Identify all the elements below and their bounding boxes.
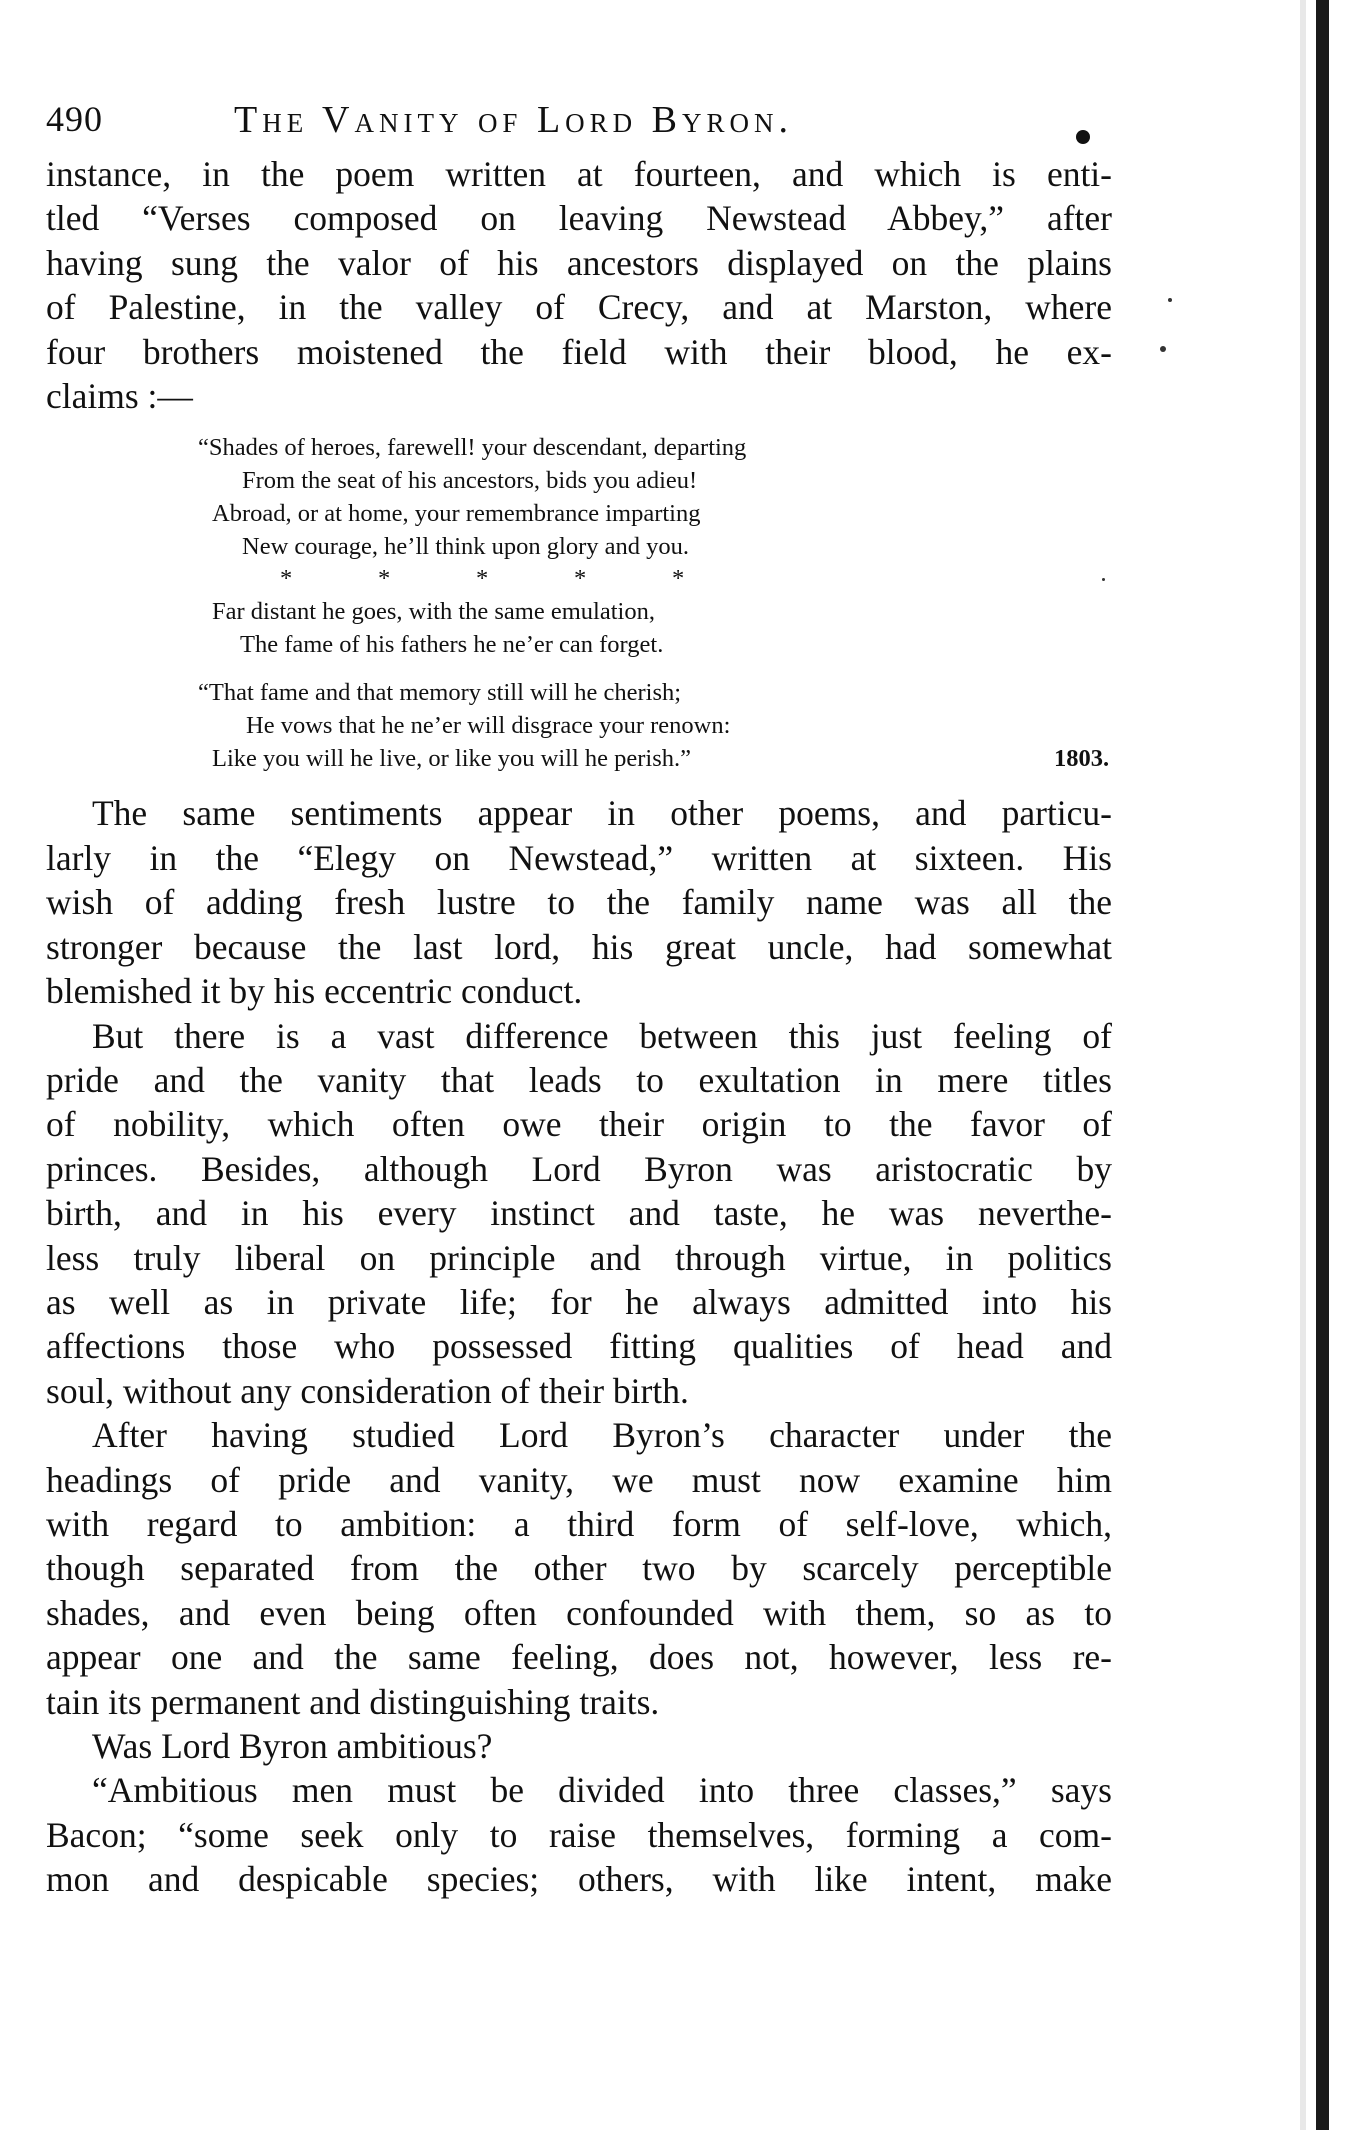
verse-quotation: [46, 432, 1112, 775]
text-line: four brothers moistened the field with their blood, he ex-: [46, 331, 1112, 372]
verse-line: From the seat of his ancestors, bids you adieu!: [242, 467, 698, 495]
text-after-verse: [46, 791, 1112, 1901]
text-line: claims :—: [46, 376, 193, 417]
verse-line: He vows that he ne’er will disgrace your renown:: [246, 712, 731, 740]
text-line: though separated from the other two by scarcely perceptible: [46, 1548, 1112, 1589]
text-line: stronger because the last lord, his great uncle, had somewhat: [46, 926, 1112, 967]
running-title: The Vanity of Lord Byron.: [234, 99, 794, 141]
page-number: 490: [46, 99, 103, 139]
text-line: headings of pride and vanity, we must now examine him: [46, 1459, 1112, 1500]
star-mark: *: [378, 565, 391, 593]
margin-speck: [1160, 346, 1166, 352]
book-spine-edge: [1316, 0, 1329, 2130]
verse-year: 1803.: [1054, 744, 1110, 772]
text-line: tled “Verses composed on leaving Newstead Abbey,” after: [46, 198, 1112, 239]
star-mark: *: [476, 565, 489, 593]
verse-line: “Shades of heroes, farewell! your descendant, departing: [198, 434, 747, 462]
text-line: appear one and the same feeling, does not, however, less re-: [46, 1637, 1112, 1678]
text-line: pride and the vanity that leads to exultation in mere titles: [46, 1059, 1112, 1100]
text-line: princes. Besides, although Lord Byron was aristocratic by: [46, 1148, 1112, 1189]
verse-ellipsis-stars: [198, 563, 1112, 596]
star-mark: *: [280, 565, 293, 593]
running-head: [46, 98, 1112, 152]
stanza-gap: [198, 661, 1112, 677]
text-line: of Palestine, in the valley of Crecy, and at Marston, where: [46, 287, 1112, 328]
text-line: instance, in the poem written at fourteen, and which is enti-: [46, 154, 1112, 194]
text-line: less truly liberal on principle and through virtue, in politics: [46, 1237, 1112, 1278]
verse-line: Far distant he goes, with the same emulation,: [212, 597, 655, 625]
text-line: After having studied Lord Byron’s character under the: [92, 1415, 1112, 1456]
verse-line-dated: [198, 743, 1112, 776]
text-line: blemished it by his eccentric conduct.: [46, 971, 583, 1012]
book-page: [46, 98, 1112, 1902]
text-line: with regard to ambition: a third form of self-love, which,: [46, 1503, 1112, 1544]
text-line: wish of adding fresh lustre to the family name was all the: [46, 882, 1112, 923]
text-line: Was Lord Byron ambitious?: [92, 1726, 493, 1766]
text-line: as well as in private life; for he always admitted into his: [46, 1281, 1112, 1322]
text-line: shades, and even being often confounded with them, so as to: [46, 1592, 1112, 1633]
text-before-verse: [46, 152, 1112, 418]
verse-line: The fame of his fathers he ne’er can forget.: [240, 630, 664, 658]
star-mark: *: [672, 565, 685, 593]
text-line: soul, without any consideration of their birth.: [46, 1370, 689, 1411]
text-line: affections those who possessed fitting qualities of head and: [46, 1326, 1112, 1367]
verse-line: Abroad, or at home, your remembrance imparting: [212, 499, 701, 527]
text-line: tain its permanent and distinguishing traits.: [46, 1681, 660, 1722]
text-line: “Ambitious men must be divided into three classes,” says: [92, 1770, 1112, 1811]
star-mark: *: [574, 565, 587, 593]
text-line: of nobility, which often owe their origin to the favor of: [46, 1104, 1112, 1145]
text-line: But there is a vast difference between this just feeling of: [92, 1015, 1112, 1056]
text-line: having sung the valor of his ancestors displayed on the plains: [46, 242, 1112, 283]
verse-line: “That fame and that memory still will he cherish;: [198, 679, 682, 707]
text-line: Bacon; “some seek only to raise themselves, forming a com-: [46, 1814, 1112, 1855]
text-line: larly in the “Elegy on Newstead,” written at sixteen. His: [46, 837, 1112, 878]
text-line: The same sentiments appear in other poems, and particu-: [92, 793, 1112, 834]
page-edge-shadow: [1300, 0, 1306, 2130]
text-line: mon and despicable species; others, with like intent, make: [46, 1859, 1112, 1900]
text-line: birth, and in his every instinct and taste, he was neverthe-: [46, 1193, 1112, 1234]
margin-speck: [1168, 298, 1172, 302]
verse-line: New courage, he’ll think upon glory and you.: [242, 532, 690, 560]
ink-dot: [1076, 130, 1090, 144]
verse-line: Like you will he live, or like you will he perish.”: [212, 744, 692, 772]
